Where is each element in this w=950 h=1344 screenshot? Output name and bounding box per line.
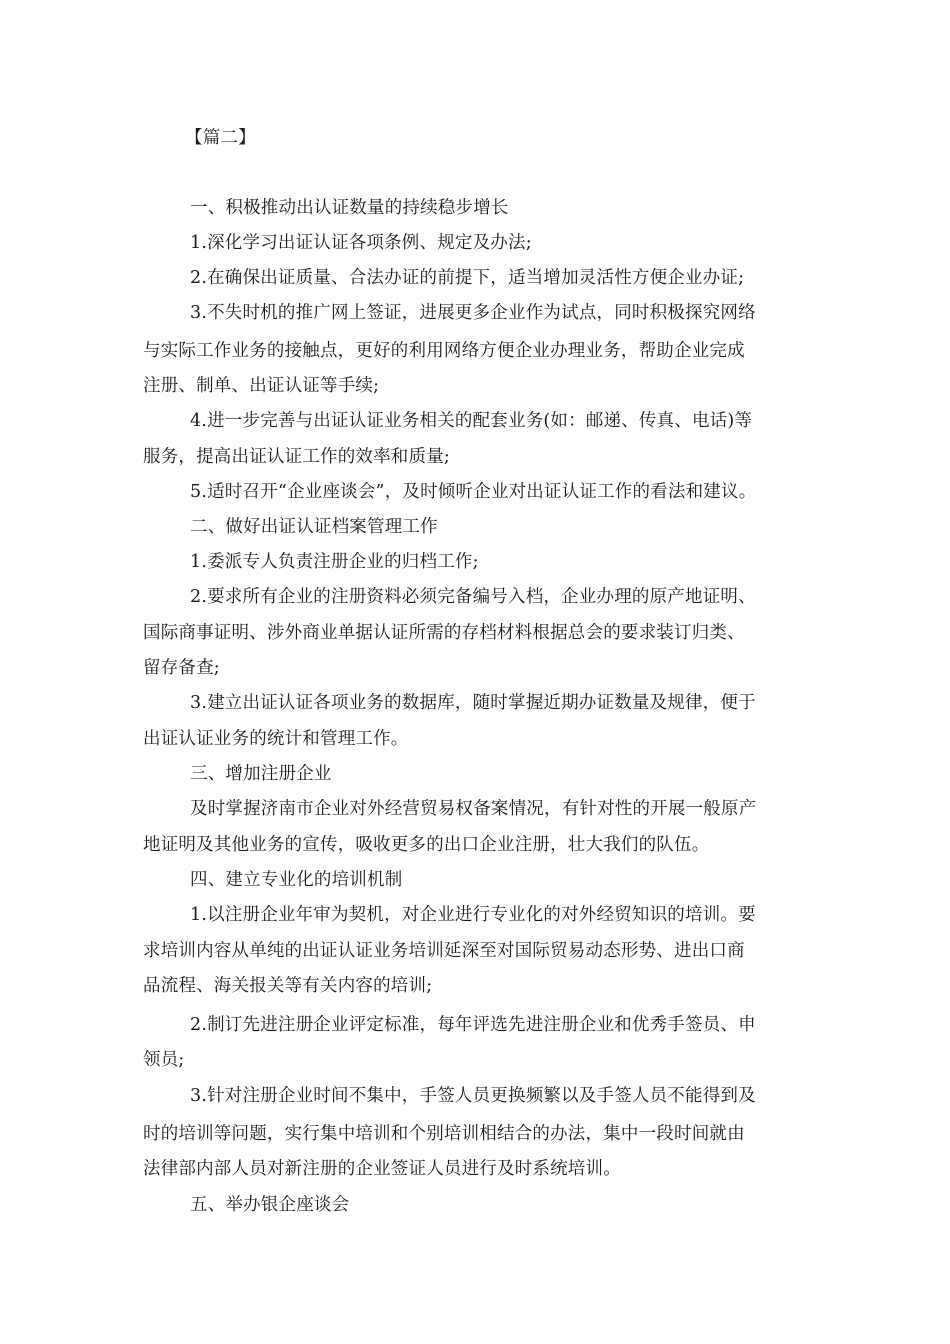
heading-2: 二、做好出证认证档案管理工作	[190, 517, 438, 537]
paragraph-line: 2.在确保出证质量、合法办证的前提下，适当增加灵活性方便企业办证;	[190, 268, 745, 288]
paragraph-line: 及时掌握济南市企业对外经营贸易权备案情况，有针对性的开展一般原产	[190, 799, 757, 819]
section-title: 【篇二】	[185, 128, 256, 148]
paragraph-line: 留存备查;	[143, 658, 220, 678]
paragraph-line: 地证明及其他业务的宣传，吸收更多的出口企业注册，壮大我们的队伍。	[143, 835, 710, 855]
paragraph-line: 1.委派专人负责注册企业的归档工作;	[190, 552, 479, 572]
paragraph-line: 与实际工作业务的接触点，更好的利用网络方便企业办理业务，帮助企业完成	[143, 341, 745, 361]
paragraph-line: 1.以注册企业年审为契机，对企业进行专业化的对外经贸知识的培训。要	[190, 905, 756, 925]
paragraph-line: 3.不失时机的推广网上签证，进展更多企业作为试点，同时积极探究网络	[190, 303, 756, 323]
heading-3: 三、增加注册企业	[190, 764, 332, 784]
paragraph-line: 服务，提高出证认证工作的效率和质量;	[143, 447, 450, 467]
paragraph-line: 法律部内部人员对新注册的企业签证人员进行及时系统培训。	[143, 1159, 621, 1179]
paragraph-line: 国际商事证明、涉外商业单据认证所需的存档材料根据总会的要求装订归类、	[143, 623, 745, 643]
paragraph-line: 3.建立出证认证各项业务的数据库，随时掌握近期办证数量及规律，便于	[190, 693, 756, 713]
paragraph-line: 出证认证业务的统计和管理工作。	[143, 729, 409, 749]
paragraph-line: 求培训内容从单纯的出证认证业务培训延深至对国际贸易动态形势、进出口商	[143, 941, 745, 961]
heading-4: 四、建立专业化的培训机制	[190, 870, 403, 890]
paragraph-line: 2.要求所有企业的注册资料必须完备编号入档，企业办理的原产地证明、	[190, 587, 756, 607]
paragraph-line: 1.深化学习出证认证各项条例、规定及办法;	[190, 233, 532, 253]
heading-5: 五、举办银企座谈会	[190, 1195, 350, 1215]
paragraph-line: 4.进一步完善与出证认证业务相关的配套业务(如：邮递、传真、电话)等	[190, 411, 753, 431]
paragraph-line: 2.制订先进注册企业评定标准，每年评选先进注册企业和优秀手签员、申	[190, 1015, 756, 1035]
paragraph-line: 5.适时召开“企业座谈会”，及时倾听企业对出证认证工作的看法和建议。	[190, 482, 757, 502]
paragraph-line: 领员;	[143, 1050, 185, 1070]
paragraph-line: 3.针对注册企业时间不集中，手签人员更换频繁以及手签人员不能得到及	[190, 1086, 756, 1106]
paragraph-line: 品流程、海关报关等有关内容的培训;	[143, 976, 433, 996]
paragraph-line: 时的培训等问题，实行集中培训和个别培训相结合的办法，集中一段时间就由	[143, 1124, 745, 1144]
heading-1: 一、积极推动出认证数量的持续稳步增长	[190, 198, 509, 218]
paragraph-line: 注册、制单、出证认证等手续;	[143, 376, 380, 396]
